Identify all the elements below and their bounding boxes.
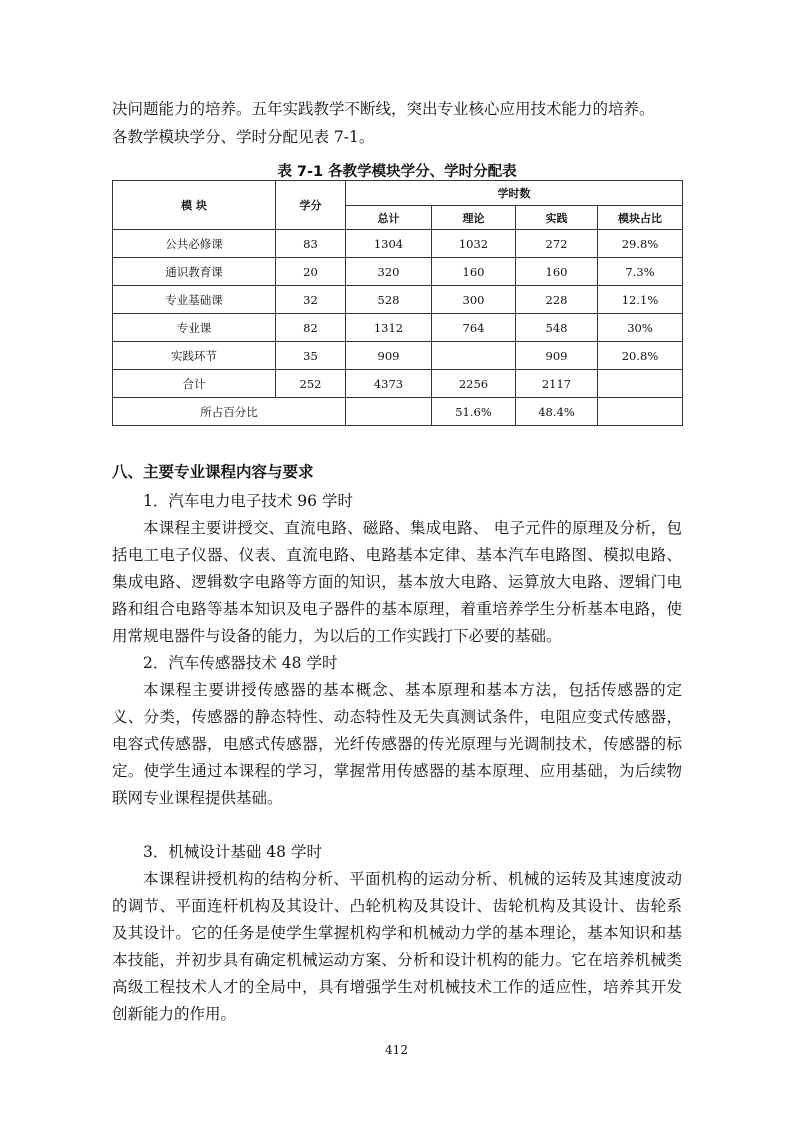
header-hours-group: 学时数 [346,181,683,206]
table-row [113,286,683,314]
cell-total: 320 [346,258,432,286]
cell-percent-ratio [598,398,683,426]
cell-ratio: 29.8% [598,230,683,258]
cell-credits: 32 [276,286,346,314]
intro-line-2: 各教学模块学分、学时分配见表 7-1。 [112,128,375,146]
cell-practice: 272 [516,230,598,258]
cell-theory: 160 [432,258,516,286]
cell-practice: 160 [516,258,598,286]
cell-credits: 82 [276,314,346,342]
cell-module: 专业课 [113,314,276,342]
cell-percent-label: 所占百分比 [113,398,346,426]
table-caption: 表 7-1 各教学模块学分、学时分配表 [277,164,517,180]
cell-practice: 548 [516,314,598,342]
cell-total: 1304 [346,230,432,258]
cell-credits: 252 [276,370,346,398]
header-module: 模 块 [113,181,276,230]
cell-practice: 909 [516,342,598,370]
course-body-3: 本课程讲授机构的结构分析、平面机构的运动分析、机械的运转及其速度波动的调节、平面连杆机构及其设计、凸轮机构及其设计、齿轮机构及其设计、齿轮系及其设计。它的任务是使学生掌握机构学和机械动力学的基本理论，基本知识和基本技能，并初步具有确定机械运动方案、分析和设计机构的能力。它在培养机械类高级工程技术人才的全局中，具有增强学生对机械技术工作的适应性，培养其开发创新能力的作用。 [112,870,682,1023]
table-row-total [113,370,683,398]
cell-credits: 83 [276,230,346,258]
table-row [113,230,683,258]
cell-theory: 2256 [432,370,516,398]
table-row [113,342,683,370]
table-row [113,314,683,342]
table-row [113,258,683,286]
cell-credits: 20 [276,258,346,286]
cell-ratio [598,370,683,398]
cell-module: 通识教育课 [113,258,276,286]
cell-total: 4373 [346,370,432,398]
course-body-1: 本课程主要讲授交、直流电路、磁路、集成电路、 电子元件的原理及分析，包括电工电子仪器、仪表、直流电路、电路基本定律、基本汽车电路图、模拟电路、集成电路、逻辑数字电路等方面的知识，基本放大电路、运算放大电路、逻辑门电路和组合电路等基本知识及电子器件的基本原理，着重培养学生分析基本电路，使用常规电器件与设备的能力，为以后的工作实践打下必要的基础。 [112,519,682,645]
cell-total: 1312 [346,314,432,342]
cell-theory: 1032 [432,230,516,258]
cell-module: 实践环节 [113,342,276,370]
cell-percent-theory: 51.6% [432,398,516,426]
cell-ratio: 30% [598,314,683,342]
cell-ratio: 12.1% [598,286,683,314]
cell-ratio: 7.3% [598,258,683,286]
cell-total: 528 [346,286,432,314]
course-title-2: 2．汽车传感器技术 48 学时 [143,654,338,672]
cell-percent-total [346,398,432,426]
cell-module: 专业基础课 [113,286,276,314]
course-title-3: 3．机械设计基础 48 学时 [143,843,322,861]
cell-practice: 2117 [516,370,598,398]
cell-module: 合计 [113,370,276,398]
cell-practice: 228 [516,286,598,314]
table-row-percent [113,398,683,426]
cell-theory [432,342,516,370]
section-heading: 八、主要专业课程内容与要求 [112,463,314,481]
header-theory: 理论 [432,206,516,230]
course-body-2: 本课程主要讲授传感器的基本概念、基本原理和基本方法，包括传感器的定义、分类，传感器的静态特性、动态特性及无失真测试条件，电阻应变式传感器，电容式传感器，电感式传感器，光纤传感器的传光原理与光调制技术，传感器的标定。使学生通过本课程的学习，掌握常用传感器的基本原理、应用基础，为后续物联网专业课程提供基础。 [112,681,682,807]
intro-line-1: 决问题能力的培养。五年实践教学不断线，突出专业核心应用技术能力的培养。 [112,100,655,118]
page-number: 412 [385,1043,408,1057]
header-credits: 学分 [276,181,346,230]
course-title-1: 1．汽车电力电子技术 96 学时 [143,492,353,510]
cell-theory: 764 [432,314,516,342]
header-total: 总计 [346,206,432,230]
allocation-table [112,180,683,426]
cell-theory: 300 [432,286,516,314]
cell-total: 909 [346,342,432,370]
cell-module: 公共必修课 [113,230,276,258]
cell-percent-practice: 48.4% [516,398,598,426]
header-ratio: 模块占比 [598,206,683,230]
cell-ratio: 20.8% [598,342,683,370]
header-practice: 实践 [516,206,598,230]
cell-credits: 35 [276,342,346,370]
